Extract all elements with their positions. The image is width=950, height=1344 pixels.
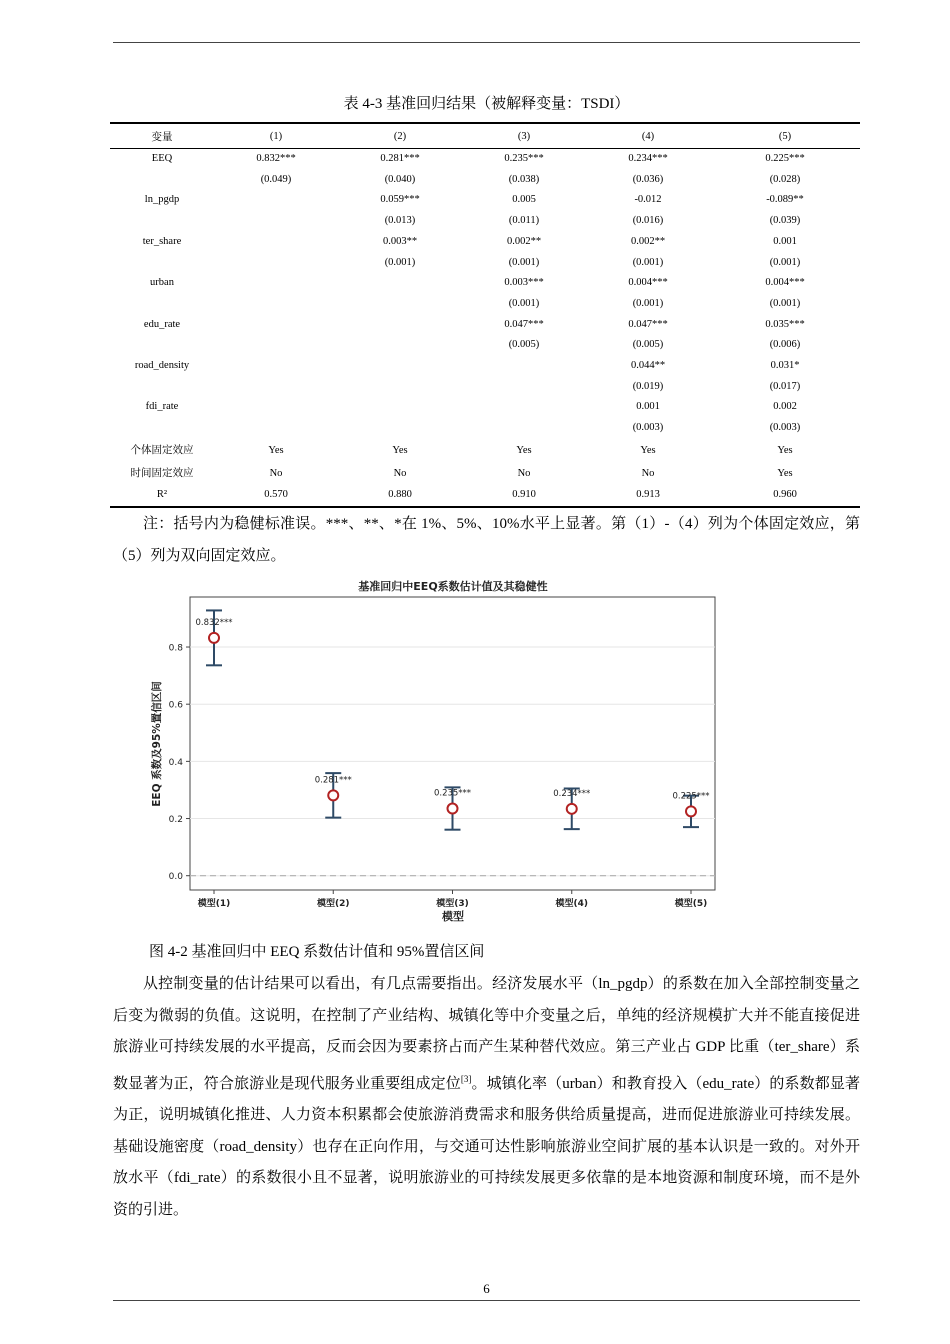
table-row [110, 273, 860, 294]
table-row [110, 485, 860, 507]
table-cell [214, 335, 338, 356]
variable-label: edu_rate [143, 318, 181, 330]
data-marks [195, 610, 709, 829]
figure-caption: 图 4-2 基准回归中 EEQ 系数估计值和 95%置信区间 [149, 944, 485, 960]
table-cell [462, 377, 586, 398]
table-cell: 0.047*** [628, 318, 668, 330]
table-header-row [110, 123, 860, 149]
table-row [110, 335, 860, 356]
table-row [110, 232, 860, 253]
y-tick-label: 0.0 [168, 872, 183, 883]
table-cell: (0.036) [632, 173, 664, 185]
x-tick-label: 模型(2) [317, 899, 350, 909]
table-note: 注：括号内为稳健标准误。***、**、*在 1%、5%、10%水平上显著。第（1）-（4）列为个体固定效应，第（5）列为双向固定效应。 [113, 516, 860, 564]
header-rule [113, 42, 860, 43]
point-value-label: 0.832*** [195, 617, 233, 628]
table-cell [214, 294, 338, 315]
y-tick-label: 0.4 [168, 757, 183, 768]
table-header-cell: 变量 [110, 123, 214, 149]
table-cell: (0.003) [632, 422, 664, 434]
variable-label [110, 253, 214, 274]
table-cell [214, 253, 338, 274]
y-tick-labels [169, 644, 190, 883]
table-cell: 0.002** [506, 235, 542, 247]
table-cell: Yes [516, 444, 532, 456]
table-cell [214, 211, 338, 232]
table-cell: (0.039) [769, 215, 801, 227]
variable-label: 时间固定效应 [130, 468, 194, 480]
grid-lines [190, 647, 715, 876]
table-caption: 表 4-3 基准回归结果（被解释变量：TSDI） [343, 96, 630, 112]
y-tick-label: 0.8 [168, 643, 183, 654]
x-axis-label: 模型 [442, 910, 464, 923]
table-cell [462, 418, 586, 439]
table-cell: 0.235*** [504, 153, 544, 164]
table-row [110, 439, 860, 462]
table-cell [338, 315, 462, 336]
table-cell: (0.028) [769, 173, 801, 185]
coefficient-chart [138, 568, 728, 930]
table-cell: (0.040) [384, 173, 416, 185]
table-cell: 0.044** [630, 360, 666, 372]
table-cell: 0.910 [462, 485, 586, 507]
point-value-label: 0.235*** [433, 788, 472, 799]
y-tick-label: 0.2 [168, 815, 183, 826]
table-header-cell: (2) [338, 123, 462, 149]
body-text-part: 。城镇化率（urban）和教育投入（edu_rate）的系数都显著为正，说明城镇化推进、人力资本积累都会使旅游消费需求和服务供给质量提高，进而促进旅游业可持续发展。基础设施密度（road_density）也存在正向作用，与交通可达性影响旅游业空间扩展的基本认识是一致的。对外开放水平（fdi_rate）的系数很小且不显著，说明旅游业的可持续发展更多依靠的是本地资源和制度环境，而不是外资的引进。 [113, 1075, 860, 1218]
variable-label: EEQ [151, 153, 173, 164]
variable-label: ter_share [142, 235, 182, 247]
table-row [110, 377, 860, 398]
regression-table [110, 122, 860, 508]
point-value-label: 0.234*** [553, 788, 591, 799]
variable-label: urban [150, 277, 174, 289]
table-cell: 0.003** [382, 235, 418, 247]
table-cell: No [641, 468, 655, 480]
table-cell [462, 356, 586, 377]
table-body [110, 149, 860, 508]
point-value-label: 0.225*** [672, 791, 710, 802]
table-cell: 0.225*** [765, 153, 805, 164]
body-text-part: 从控制变量的估计结果可以看出，有几点需要指出。经济发展水平（ln_pgdp）的系数在加入全部控制变量之后变为微弱的负值。这说明，在控制了产业结构、城镇化等中介变量之后，单纯的经济规模扩大并不能直接促进旅游业可持续发展的水平提高，反而会因为要素挤占而产生某种替代效应。第三产业占 GDP 比重（ter_share）系数显著为正，符合旅游业是现代服务业重要组成定位 [113, 976, 860, 1092]
x-tick-label: 模型(4) [555, 899, 588, 909]
coefficient-point [686, 806, 696, 816]
table-cell: 0.570 [214, 485, 338, 507]
table-header-cell: (5) [710, 123, 860, 149]
table-cell [214, 232, 338, 253]
table-cell: 0.234*** [628, 153, 668, 164]
table-row [110, 356, 860, 377]
table-cell: 0.001 [636, 401, 660, 413]
table-cell: No [517, 468, 531, 480]
table-cell [338, 397, 462, 418]
table-cell: (0.038) [508, 173, 540, 185]
table-cell: (0.013) [384, 215, 416, 227]
table-cell: 0.880 [338, 485, 462, 507]
table-row [110, 462, 860, 485]
variable-label [110, 294, 214, 315]
table-cell: (0.005) [508, 339, 540, 351]
table-cell: (0.016) [632, 215, 664, 227]
table-cell [338, 273, 462, 294]
table-cell: 0.913 [586, 485, 710, 507]
table-cell: 0.002** [630, 235, 666, 247]
plot-frame [190, 597, 715, 890]
table-cell: (0.001) [632, 297, 664, 309]
table-cell [462, 397, 586, 418]
footer-rule [113, 1300, 860, 1301]
variable-label: road_density [134, 360, 190, 372]
table-cell: 0.003*** [504, 277, 544, 289]
x-tick-label: 模型(1) [197, 899, 231, 909]
table-cell: (0.011) [508, 215, 540, 227]
table-cell: -0.089** [766, 194, 804, 206]
table-cell: No [269, 468, 283, 480]
table-row [110, 315, 860, 336]
body-paragraph [113, 969, 860, 1226]
citation-ref[interactable]: [3] [460, 1073, 472, 1084]
chart-title: 基准回归中EEQ系数估计值及其稳健性 [358, 580, 548, 593]
table-cell [338, 335, 462, 356]
table-cell: 0.035*** [765, 318, 805, 330]
table-row [110, 253, 860, 274]
table-header-cell: (1) [214, 123, 338, 149]
variable-label: 个体固定效应 [130, 444, 194, 456]
coefficient-point [567, 804, 577, 814]
table-cell: 0.001 [773, 235, 797, 247]
table-cell [214, 397, 338, 418]
coefficient-point [328, 790, 338, 800]
table-cell [338, 418, 462, 439]
table-cell: (0.001) [769, 297, 801, 309]
table-cell: (0.017) [769, 380, 801, 392]
page-number: 6 [483, 1281, 490, 1296]
table-row [110, 190, 860, 211]
table-header-cell: (3) [462, 123, 586, 149]
table-row [110, 418, 860, 439]
y-axis-label: EEQ 系数及95%置信区间 [151, 681, 163, 807]
table-cell: 0.004*** [765, 277, 805, 289]
variable-label: fdi_rate [145, 401, 179, 413]
x-tick-label: 模型(3) [436, 899, 469, 909]
table-cell: (0.006) [769, 339, 801, 351]
variable-label: R² [110, 485, 214, 507]
variable-label [110, 170, 214, 191]
table-cell: Yes [777, 468, 793, 480]
x-tick-label: 模型(5) [674, 899, 708, 909]
table-row [110, 211, 860, 232]
variable-label [110, 211, 214, 232]
table-cell [214, 315, 338, 336]
table-cell: (0.019) [632, 380, 664, 392]
table-cell [214, 418, 338, 439]
table-cell: 0.047*** [504, 318, 544, 330]
x-tick-labels [197, 890, 708, 909]
table-cell: No [393, 468, 407, 480]
y-tick-label: 0.6 [168, 700, 183, 711]
table-cell: 0.002 [773, 401, 797, 413]
table-cell [338, 356, 462, 377]
table-cell: 0.960 [710, 485, 860, 507]
table-cell: 0.004*** [628, 277, 668, 289]
variable-label [110, 377, 214, 398]
table-cell [214, 377, 338, 398]
table-cell: Yes [640, 444, 656, 456]
table-cell [214, 356, 338, 377]
table-cell: (0.001) [384, 256, 416, 268]
table-cell: Yes [268, 444, 284, 456]
coefficient-point [448, 804, 458, 814]
table-cell: 0.281*** [380, 153, 420, 164]
table-cell: Yes [392, 444, 408, 456]
table-cell: (0.005) [632, 339, 664, 351]
coefficient-chart-svg [138, 568, 728, 930]
table-row [110, 149, 860, 170]
variable-label [110, 418, 214, 439]
table-row [110, 294, 860, 315]
table-cell: (0.049) [260, 173, 292, 185]
table-cell [214, 273, 338, 294]
table-cell: 0.832*** [256, 153, 296, 164]
table-cell [214, 190, 338, 211]
table-cell: (0.001) [769, 256, 801, 268]
table-cell: (0.001) [508, 256, 540, 268]
table-cell: (0.003) [769, 422, 801, 434]
table-row [110, 170, 860, 191]
table-cell: 0.031* [770, 360, 800, 372]
table-cell: -0.012 [634, 194, 662, 206]
table-cell: Yes [777, 444, 793, 456]
table-row [110, 397, 860, 418]
point-value-label: 0.281*** [314, 775, 352, 786]
table-cell: 0.059*** [380, 194, 420, 206]
table-cell: (0.001) [508, 297, 540, 309]
table-header-cell: (4) [586, 123, 710, 149]
variable-label: ln_pgdp [144, 194, 180, 206]
coefficient-point [209, 633, 219, 643]
table-cell [338, 294, 462, 315]
table-cell [338, 377, 462, 398]
table-cell: (0.001) [632, 256, 664, 268]
variable-label [110, 335, 214, 356]
table-cell: 0.005 [512, 194, 536, 206]
